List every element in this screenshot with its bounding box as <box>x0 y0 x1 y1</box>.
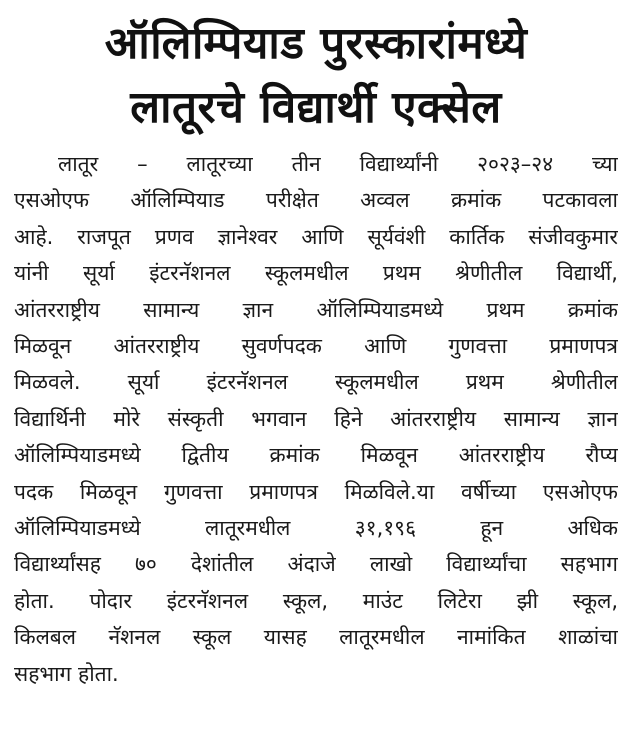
body-line: मिळवले. सूर्या इंटरनॅशनल स्कूलमधील प्रथम श्रेणीतील <box>14 370 618 395</box>
body-line: आंतरराष्ट्रीय सामान्य ज्ञान ऑलिम्पियाडमध्ये प्रथम क्रमांक <box>14 297 618 322</box>
body-line: मिळवून आंतरराष्ट्रीय सुवर्णपदक आणि गुणवत्ता प्रमाणपत्र <box>14 334 618 359</box>
body-line: विद्यार्थिनी मोरे संस्कृती भगवान हिने आंतरराष्ट्रीय सामान्य ज्ञान <box>14 406 618 431</box>
body-line: विद्यार्थ्यांसह ७० देशांतील अंदाजे लाखो विद्यार्थ्यांचा सहभाग <box>14 552 618 577</box>
headline <box>14 12 618 140</box>
body-line: होता. पोदार इंटरनॅशनल स्कूल, माउंट लिटेरा झी स्कूल, <box>14 588 618 613</box>
headline-line-1: ऑलिम्पियाड पुरस्कारांमध्ये <box>104 18 528 69</box>
body-line: सहभाग होता. <box>14 661 119 686</box>
body-line: पदक मिळवून गुणवत्ता प्रमाणपत्र मिळविले.या वर्षीच्या एसओएफ <box>14 479 618 504</box>
article-body <box>14 146 618 692</box>
body-line: एसओएफ ऑलिम्पियाड परीक्षेत अव्वल क्रमांक पटकावला <box>14 188 618 213</box>
body-line: किलबल नॅशनल स्कूल यासह लातूरमधील नामांकित शाळांचा <box>14 625 618 650</box>
body-line: आहे. राजपूत प्रणव ज्ञानेश्वर आणि सूर्यवंशी कार्तिक संजीवकुमार <box>14 224 618 249</box>
body-line: लातूर – लातूरच्या तीन विद्यार्थ्यांनी २०२३–२४ च्या <box>58 152 618 176</box>
body-line: ऑलिम्पियाडमध्ये द्वितीय क्रमांक मिळवून आंतरराष्ट्रीय रौप्य <box>14 443 618 468</box>
headline-line-2: लातूरचे विद्यार्थी एक्सेल <box>130 82 502 133</box>
body-line: यांनी सूर्या इंटरनॅशनल स्कूलमधील प्रथम श्रेणीतील विद्यार्थी, <box>14 261 618 286</box>
body-line: ऑलिम्पियाडमध्ये लातूरमधील ३१,१९६ हून अधिक <box>14 516 618 541</box>
